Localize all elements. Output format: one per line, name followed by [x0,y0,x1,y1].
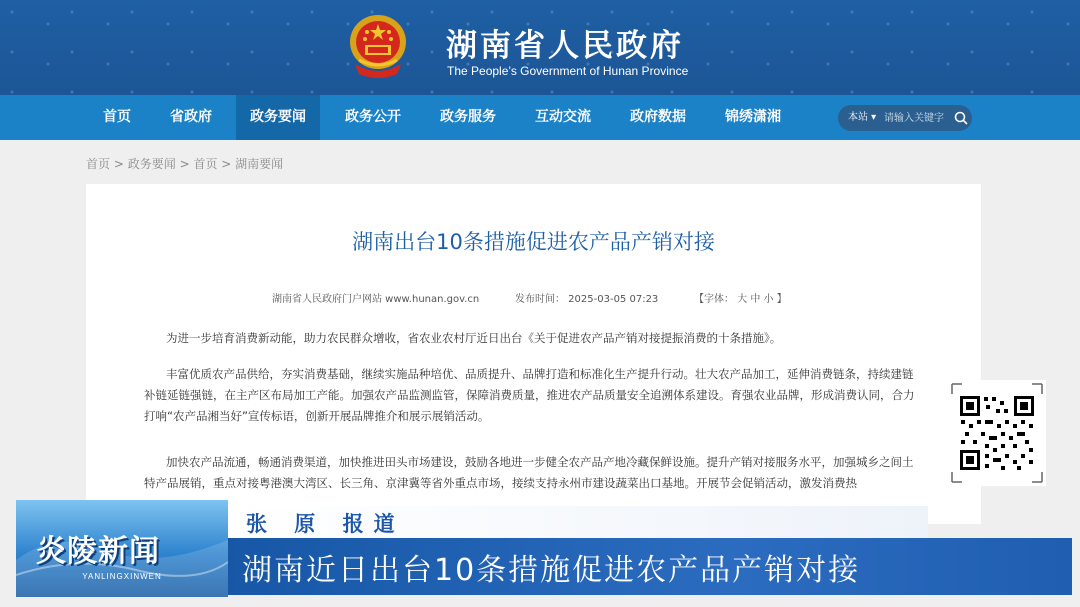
qr-code-panel [948,380,1046,486]
nav-item-jinxiu-xiaoxiang[interactable]: 锦绣潇湘 [725,109,781,125]
nav-item-government-affairs-open[interactable]: 政务公开 [345,109,401,125]
nav-item-government-data[interactable]: 政府数据 [630,109,686,125]
article-paragraph: 加快农产品流通，畅通消费渠道，加快推进田头市场建设，鼓励各地进一步健全农产品产地冷藏保鲜设施。提升产销对接服务水平，加强城乡之间土特产品展销，重点对接粤港澳大湾区、长三角、京津冀等省外重点市场，接续支持永州市建设蔬菜出口基地。开展节会促销活动，激发消费热 [144,455,914,490]
article-publish-time: 发布时间： 2025-03-05 07:23 [515,294,659,305]
site-subtitle: The People’s Government of Hunan Province [447,64,689,78]
article-source: 湖南省人民政府门户网站 www.hunan.gov.cn [272,294,480,305]
news-logo [16,500,228,597]
article-paragraph: 为进一步培育消费新动能，助力农民群众增收，省农业农村厅近日出台《关于促进农产品产销对接提振消费的十条措施》。 [166,331,782,345]
search-scope-dropdown[interactable]: 本站 ▾ [848,112,877,123]
nav-item-interaction[interactable]: 互动交流 [535,109,591,125]
site-title[interactable]: 湖南省人民政府 [446,28,684,64]
article-title: 湖南出台10条措施促进农产品产销对接 [352,230,715,254]
breadcrumb-link-home[interactable]: 首页 [86,157,111,171]
article-card [86,184,981,524]
site-search [838,105,972,131]
qr-code-icon[interactable] [948,380,1046,486]
news-headline: 湖南近日出台10条措施促进农产品产销对接 [242,553,861,588]
breadcrumb-link-hunan-news[interactable]: 湖南要闻 [235,157,284,171]
nav-item-government-news[interactable]: 政务要闻 [236,95,320,140]
breadcrumb [86,155,283,172]
article-paragraph: 丰富优质农产品供给，夯实消费基础，继续实施品种培优、品质提升、品牌打造和标准化生产提升行动。壮大农产品加工，延伸消费链条，持续建链补链延链强链，在主产区布局加工产能。加强农产品监测监管，保障消费质量，推进农产品质量安全追溯体系建设。育强农业品牌，形成消费认同，合力打响“农产品湘当好”宣传标语，创新开展品牌推介和展示展销活动。 [144,367,915,423]
font-size-control[interactable]: 【字体： 大 中 小 】 [694,294,787,305]
search-input[interactable] [884,109,950,127]
national-emblem-icon [345,12,411,82]
nav-item-government-services[interactable]: 政务服务 [440,109,496,125]
logo-english: YANLINGXINWEN [82,572,162,581]
breadcrumb-separator: > [221,157,236,171]
breadcrumb-separator: > [113,157,128,171]
nav-item-home[interactable]: 首页 [103,109,131,125]
breadcrumb-separator: > [179,157,194,171]
nav-item-province-government[interactable]: 省政府 [170,109,212,125]
breadcrumb-link-government-news[interactable]: 政务要闻 [127,157,176,171]
breadcrumb-link-home-2[interactable]: 首页 [193,157,218,171]
logo-title: 炎陵新闻 [36,534,160,569]
search-icon[interactable] [953,110,969,126]
site-header [0,0,1080,95]
reporter-credit: 张 原 报道 [246,512,405,536]
